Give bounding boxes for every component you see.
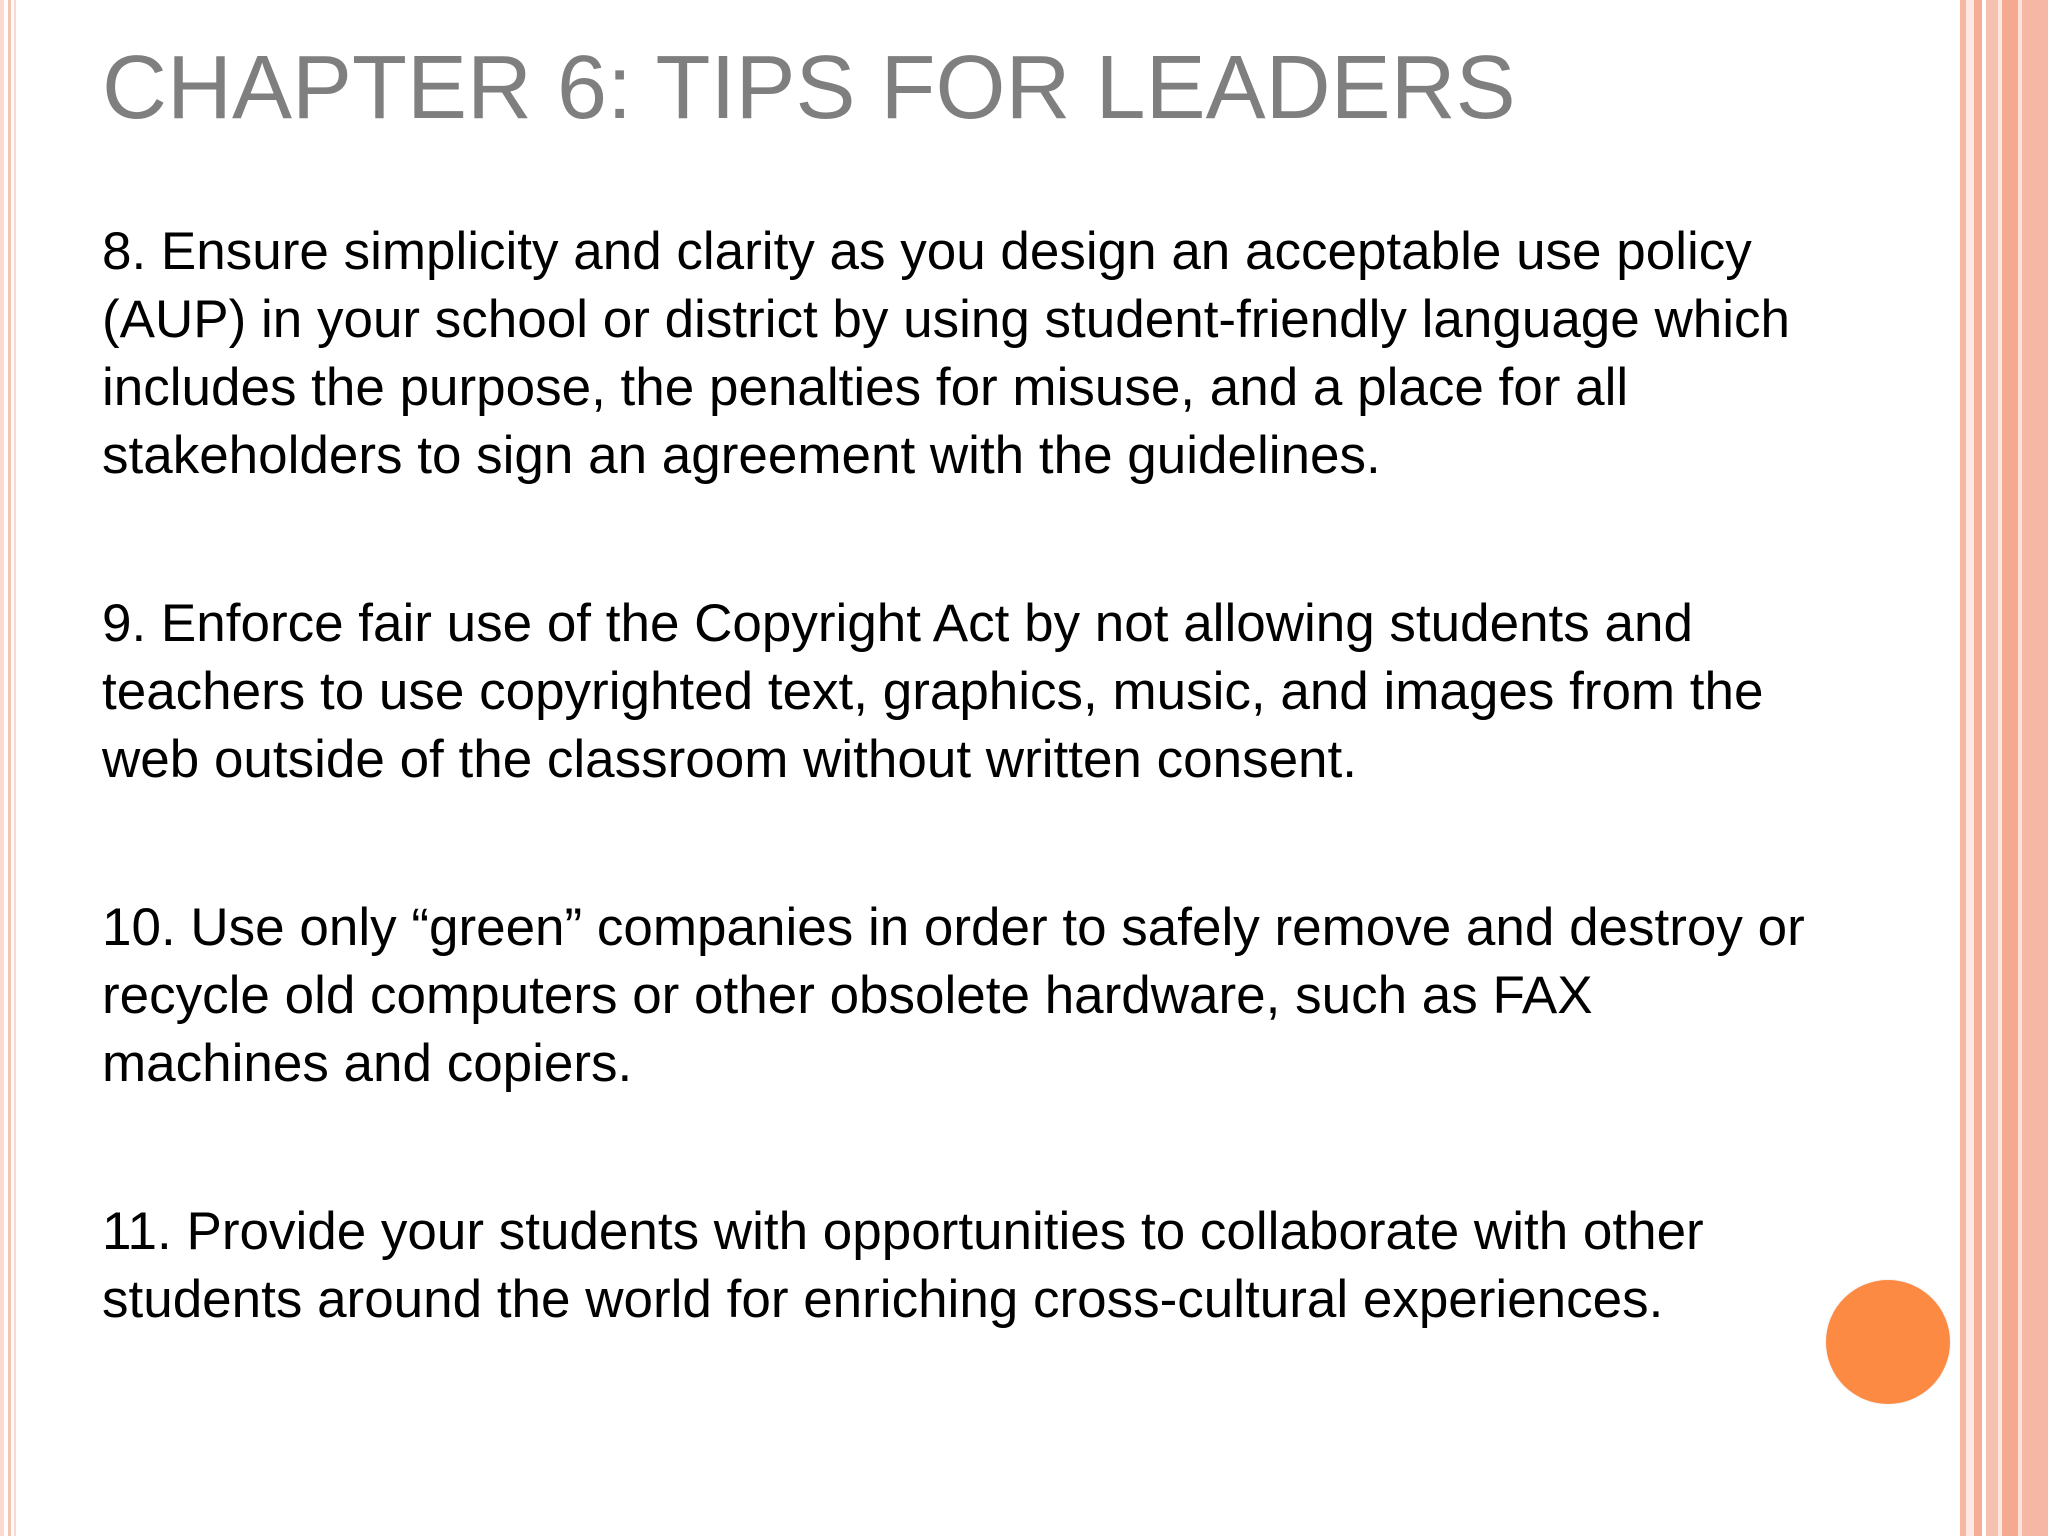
tip-11-line: students around the world for enriching cross-cultural experiences. (102, 1270, 1664, 1329)
left-border-stripe (14, 0, 16, 1536)
tip-9-line: teachers to use copyrighted text, graphics, music, and images from the (102, 662, 1764, 721)
tip-9 (102, 590, 1922, 794)
tip-11-line: 11. Provide your students with opportunities to collaborate with other (102, 1202, 1704, 1261)
tip-8-line: (AUP) in your school or district by using student-friendly language which (102, 290, 1790, 349)
slide-title: CHAPTER 6: TIPS FOR LEADERS (102, 38, 1516, 138)
right-border-stripe (2022, 0, 2048, 1536)
tip-10-line: machines and copiers. (102, 1034, 633, 1093)
right-border-stripe (1974, 0, 1982, 1536)
tip-10-line: recycle old computers or other obsolete hardware, such as FAX (102, 966, 1593, 1025)
tip-10-line: 10. Use only “green” companies in order to safely remove and destroy or (102, 898, 1805, 957)
slide-body (102, 218, 1922, 1434)
right-border-stripe (1986, 0, 1998, 1536)
tip-9-line: 9. Enforce fair use of the Copyright Act by not allowing students and (102, 594, 1693, 653)
right-border-stripe (1966, 0, 1974, 1536)
left-border-stripe (8, 0, 11, 1536)
tip-8-line: includes the purpose, the penalties for misuse, and a place for all (102, 358, 1629, 417)
tip-11 (102, 1198, 1922, 1334)
tip-8-line: stakeholders to sign an agreement with the guidelines. (102, 426, 1381, 485)
tip-9-line: web outside of the classroom without written consent. (102, 730, 1357, 789)
left-border-stripe (0, 0, 4, 1536)
orange-circle-icon (1826, 1280, 1950, 1404)
tip-10 (102, 894, 1922, 1098)
tip-8 (102, 218, 1922, 490)
right-border-stripe (2002, 0, 2018, 1536)
tip-8-line: 8. Ensure simplicity and clarity as you design an acceptable use policy (102, 222, 1752, 281)
